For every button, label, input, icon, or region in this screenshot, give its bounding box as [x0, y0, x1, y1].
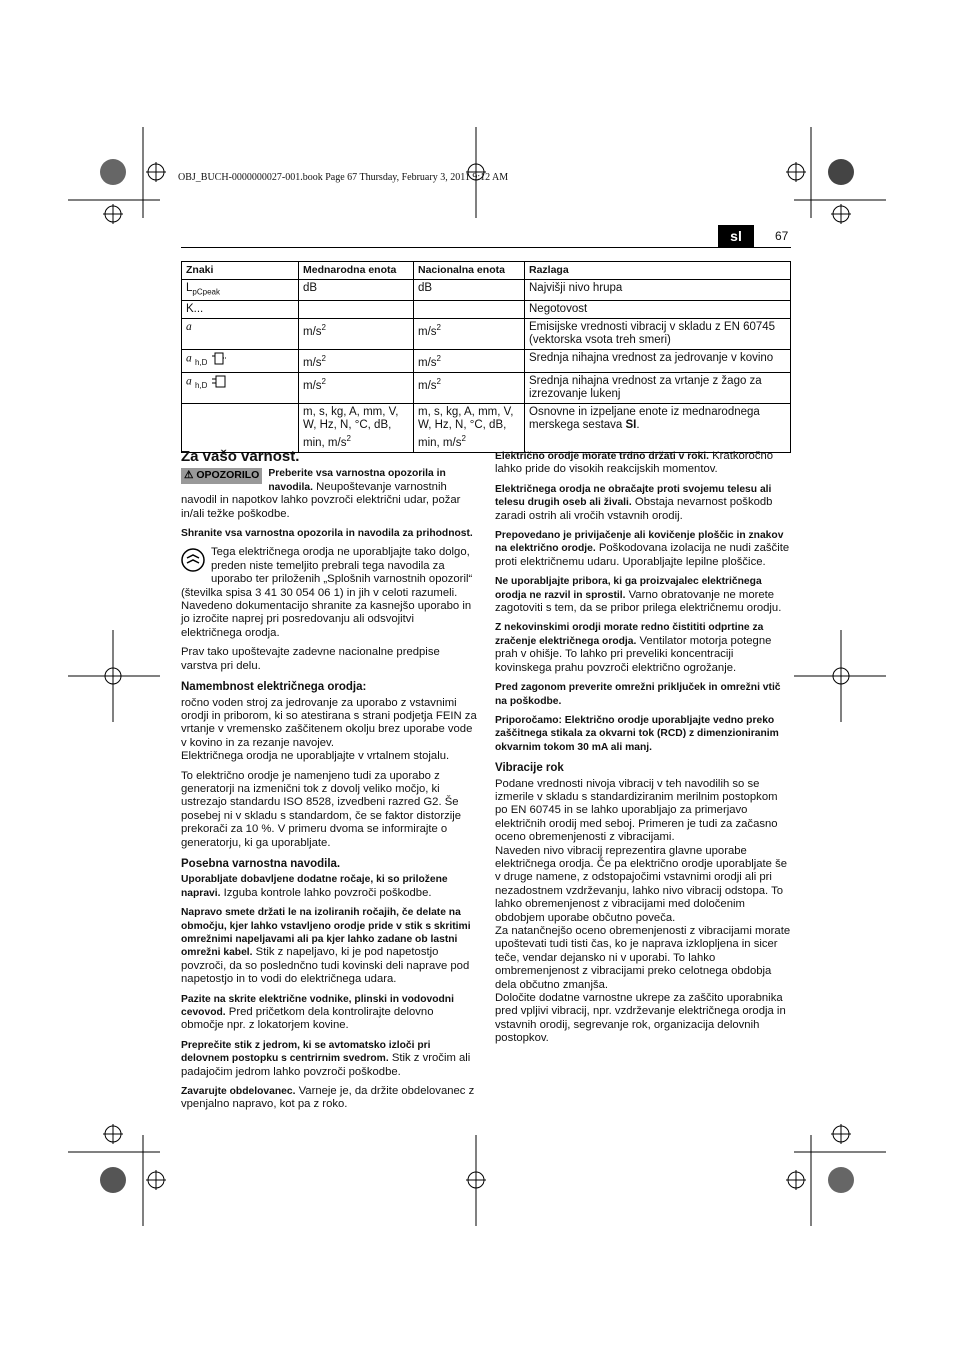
table-row: [182, 301, 791, 319]
intl-unit-cell: $m/s^2$: [299, 319, 414, 350]
description-cell: Emisijske vrednosti vibracij v skladu z EN 60745 (vektorska vsota treh smeri): [525, 319, 791, 350]
table-header: Znaki: [182, 262, 299, 280]
safety-item: Električno orodje morate trdno držati v roki. Kratkoročno lahko pride do visokih reakcijskih momentov.: [495, 450, 774, 476]
intended-use-1: ročno voden stroj za jedrovanje za uporabo z vstavnimi orodji in priborom, ki so atestirana s strani podjetja FEIN za vrtanje v vremensko zaščitenem okolju brez uporabe vode v kovino in za rezanje navojev.: [181, 696, 477, 749]
intended-use-heading: Namembnost električnega orodja:: [181, 681, 367, 694]
national-rules: Prav tako upoštevajte zadevne nacionalne predpise varstva pri delu.: [181, 646, 440, 672]
national-unit-cell: $m/s^2$: [414, 350, 525, 373]
safety-item: Preprečite stik z jedrom, ki se avtomatsko izloči pri delovnem postopku s centrirnim svedrom. Stik z vročim ali padajočim jedrom lahko povzroči poškodbe.: [181, 1039, 471, 1078]
page-number: 67: [775, 229, 789, 243]
national-unit-cell: $m/s^2$: [414, 373, 525, 404]
left-column: [181, 450, 477, 1118]
safety-item: Pred zagonom preverite omrežni priključek in omrežni vtič na poškodbe.: [495, 682, 781, 707]
intended-use-3: To električno orodje je namenjeno tudi za uporabo z generatorji na izmenični tok z dovolj veliko močjo, ki ustrezajo standardu ISO 8528, izvedbeni razred G2. Še posebej ni v skladu s standardom, če se faktor distorzije prekorači za 10 %. V primeru dvoma se informirajte o generatorju, ki ga uporabljate.: [181, 769, 462, 849]
symbol-cell: a: [182, 319, 299, 350]
vibration-paragraph: Določite dodatne varnostne ukrepe za zaščito uporabnika pred vpljivi vibracij, npr. vzdrževanje električnega orodja in vstavnih orodij, segrevanje rok, organizacija delovnih postopkov.: [495, 992, 786, 1045]
symbol-cell: [182, 404, 299, 453]
warning-badge: ⚠ OPOZORILO: [181, 468, 262, 483]
symbols-table: [181, 261, 791, 453]
hole-saw-icon: [211, 375, 229, 388]
language-tab: sl: [718, 225, 754, 247]
table-header: Razlaga: [525, 262, 791, 280]
read-manual-paragraph: Tega električnega orodja ne uporabljajte tako dolgo, preden niste temeljito prebrali tega navodila za uporabo ter priloženih „Splošnih varnostnih opozoril“ (številka spisa 3 41 30 054 06 1) in jih v celoti razumeli. Navedeno dokumentacijo shranite za kasnejšo uporabo in jo izročite naprej pri posredovanju ali odsvojitvi električnega orodja.: [181, 546, 473, 639]
safety-item: Zavarujte obdelovanec. Varneje je, da držite obdelovanec z vpenjalno napravo, kot pa z roko.: [181, 1085, 475, 1111]
symbol-cell: K...: [182, 301, 299, 319]
core-drill-icon: [211, 352, 229, 365]
table-row: [182, 404, 791, 453]
keep-instructions: Shranite vsa varnostna opozorila in navodila za prihodnost.: [181, 528, 473, 540]
safety-item: Napravo smete držati le na izoliranih ročajih, če delate na območju, kjer lahko vstavljeno orodje pride v stik s skritimi omrežnimi napeljavami ali pa kjer lahko zadane ob lastni omrežni kabel. Stik z napeljavo, ki je pod napetostjo povzroči, da so poslednčno tudi kovinski deli naprave pod napetostjo in to vodi do električnega udara.: [181, 907, 471, 986]
symbol-cell: a $_{h,D}$: [182, 350, 299, 373]
national-unit-cell: dB: [414, 280, 525, 301]
table-row: [182, 280, 791, 301]
description-cell: Osnovne in izpeljane enote iz mednarodnega merskega sestava SI.: [525, 404, 791, 453]
right-column: [495, 450, 791, 1052]
table-row: [182, 350, 791, 373]
warning-paragraph: ⚠ OPOZORILO Preberite vsa varnostna opozorila in navodila. Neupoštevanje varnostnih navodil in napotkov lahko povzroči električni udar, požar in/ali težke poškodbe.: [181, 468, 461, 520]
description-cell: Srednja nihajna vrednost za vrtanje z žago za izrezovanje lukenj: [525, 373, 791, 404]
intl-unit-cell: $m/s^2$: [299, 373, 414, 404]
table-header: Nacionalna enota: [414, 262, 525, 280]
safety-item: Ne uporabljajte pribora, ki ga proizvajalec električnega orodja ne razvil in sprostil. Varno obratovanje ne morete zagotoviti s tem, da se pribor prilega električnemu orodju.: [495, 576, 782, 615]
safety-item: Pazite na skrite električne vodnike, plinski in vodovodni cevovod. Pred pričetkom dela kontrolirajte delovno območje npr. z lokatorjem kovine.: [181, 993, 454, 1032]
description-cell: Negotovost: [525, 301, 791, 319]
intl-unit-cell: $m/s^2$: [299, 350, 414, 373]
vibration-paragraph: Podane vrednosti nivoja vibracij v teh navodilih so se izmerile v skladu s standardiziranim merilnim postopkom po EN 60745 in se lahko uporabljajo za primerjavo električnih orodij med seboj. Primeren je tudi za začasno oceno obremenjenosti z vibracijami.: [495, 777, 778, 844]
book-header-line: OBJ_BUCH-0000000027-001.book Page 67 Thursday, February 3, 2011 9:12 AM: [178, 172, 509, 183]
section-title: Za vašo varnost.: [181, 448, 300, 465]
intl-unit-cell: dB: [299, 280, 414, 301]
table-row: [182, 373, 791, 404]
description-cell: Najvišji nivo hrupa: [525, 280, 791, 301]
intl-unit-cell: [299, 301, 414, 319]
header-rule: [181, 247, 791, 248]
special-safety-heading: Posebna varnostna navodila.: [181, 857, 341, 870]
vibration-paragraph: Naveden nivo vibracij reprezentira glavne uporabe električnega orodja. Če pa električno orodje uporabljate še v druge namene, z odstopajočimi vstavnimi orodji ali pri nezadostnem vzdrževanju, lahko nivo vibracij odstopa. To lahko obremenjenost z vibracijami med določenim obdobjem uporabe občutno poveča.: [495, 844, 788, 924]
intended-use-2: Električnega orodja ne uporabljajte v vrtalnem stojalu.: [181, 750, 450, 763]
vibration-paragraph: Za natančnejšo oceno obremenjenosti z vibracijami morate upoštevati tudi tisti čas, ko je naprava izklopljena in sicer teče, vendar dejansko ni v uporabi. To lahko ombremenjenost z vibracijami preko celotnega obdobja dela občutno zmanjša.: [495, 925, 791, 991]
safety-item: Z nekovinskimi orodji morate redno čistititi odprtine za zračenje električnega orodja. Ventilator motorja potegne prah v ohišje. To lahko pri preveliki koncentraciji kovinskega prahu povzroči električno ogrožanje.: [495, 622, 772, 674]
national-unit-cell: $m/s^2$: [414, 319, 525, 350]
table-header: Mednarodna enota: [299, 262, 414, 280]
description-cell: Srednja nihajna vrednost za jedrovanje v kovino: [525, 350, 791, 373]
vibration-heading: Vibracije rok: [495, 762, 564, 775]
symbol-cell: $L_{pCpeak}$: [182, 280, 299, 301]
safety-item: Priporočamo: Električno orodje uporabljajte vedno preko zaščitnega stikala za okvarni tok (RCD) z dimenzioniranim okvarnim tokom 30 mA ali manj.: [495, 714, 779, 753]
table-row: [182, 319, 791, 350]
national-unit-cell: [414, 301, 525, 319]
intl-unit-cell: m, s, kg, A, mm, V, W, Hz, N, °C, dB, min, $m/s^2$: [299, 404, 414, 453]
symbol-cell: a $_{h,D}$: [182, 373, 299, 404]
safety-item: Uporabljate dobavljene dodatne ročaje, ki so priložene napravi. Izguba kontrole lahko povzroči poškodbe.: [181, 874, 448, 899]
safety-item: Električnega orodja ne obračajte proti svojemu telesu ali telesu drugih oseb ali živali. Obstaja nevarnost poškodb zaradi ostrih ali vročih vstavnih orodij.: [495, 483, 773, 522]
read-manual-icon: [181, 548, 205, 572]
safety-item: Prepovedano je privijačenje ali kovičenje ploščic in znakov na električno orodje. Poškodovana izolacija ne nudi zaščite proti električnemu udaru. Uporabljajte lepilne ploščice.: [495, 530, 790, 568]
national-unit-cell: m, s, kg, A, mm, V, W, Hz, N, °C, dB, min, $m/s^2$: [414, 404, 525, 453]
table-header-row: [182, 262, 791, 280]
